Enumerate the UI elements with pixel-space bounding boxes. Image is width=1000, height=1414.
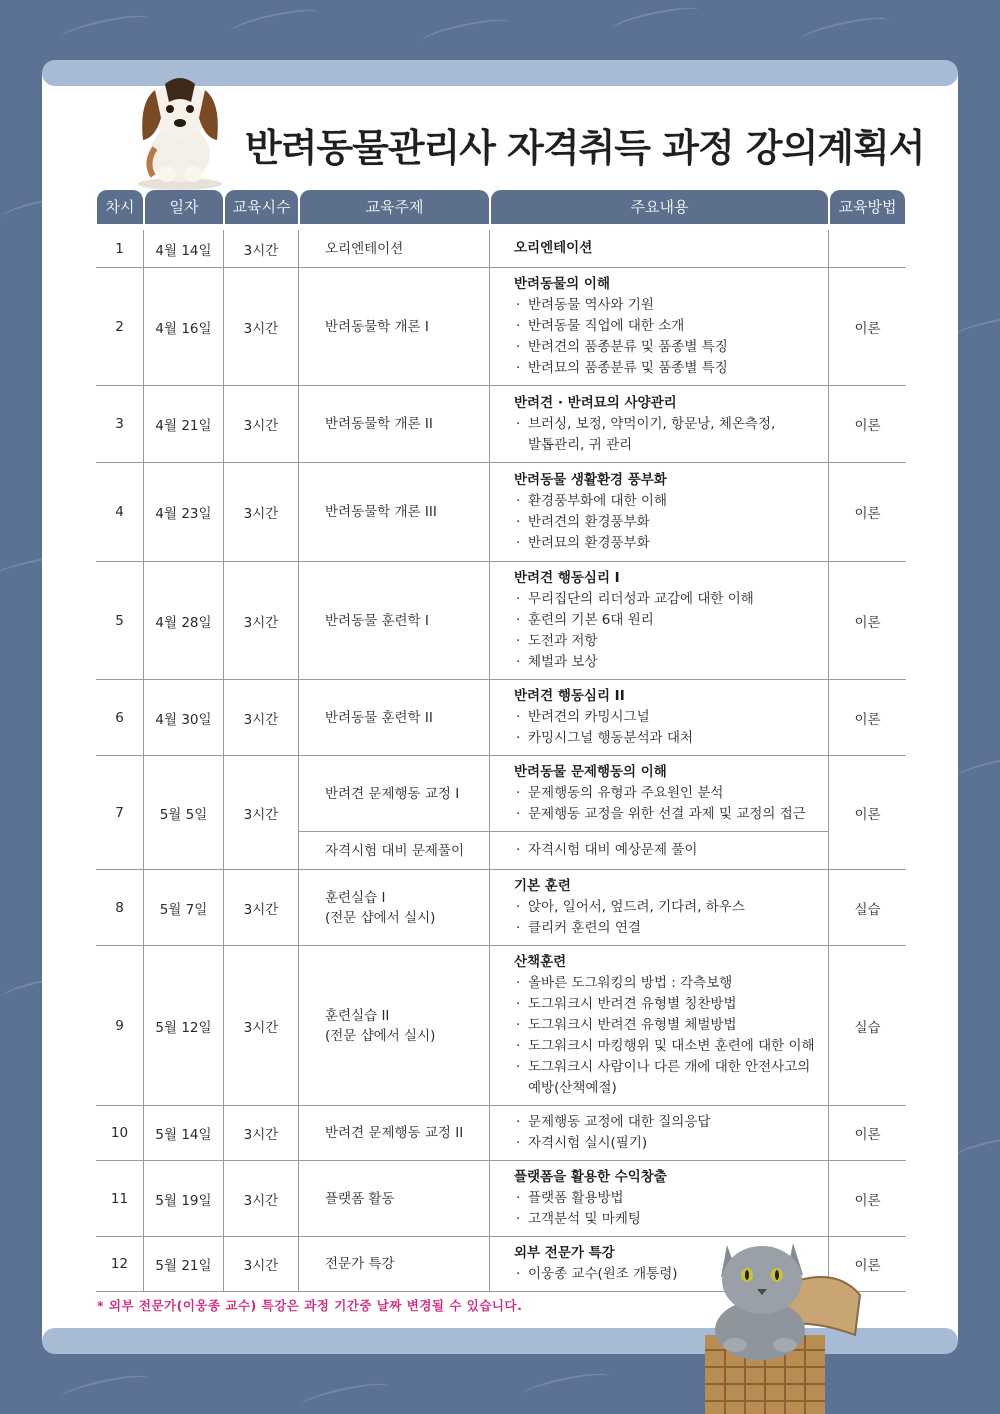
method-cell xyxy=(829,230,906,268)
method-cell: 실습 xyxy=(829,946,906,1106)
content-item-text: 앉아, 일어서, 엎드려, 기다려, 하우스 xyxy=(528,899,745,915)
method-cell: 이론 xyxy=(829,680,906,756)
hours-cell: 3시간 xyxy=(224,756,299,870)
content-item-text: 문제행동 교정에 대한 질의응답 xyxy=(528,1114,711,1130)
subject-text: 반려동물학 개론 III xyxy=(325,504,437,520)
content-heading: 기본 훈련 xyxy=(514,878,571,894)
bullet: · xyxy=(516,806,521,822)
content-item xyxy=(514,1112,828,1133)
content-item-text: 환경풍부화에 대한 이해 xyxy=(528,493,667,509)
subject-text: 반려견 문제행동 교정 II xyxy=(325,1125,464,1141)
bullet: · xyxy=(516,975,521,991)
header-session: 차시 xyxy=(97,190,143,224)
content-item-text: 도전과 저항 xyxy=(528,633,598,649)
subject-text-sub: (전문 샵에서 실시) xyxy=(325,909,436,926)
content-item-text: 자격시험 실시(필기) xyxy=(528,1135,648,1151)
content-item-text: 반려묘의 품종분류 및 품종별 특징 xyxy=(528,360,728,376)
page-title: 반려동물관리사 자격취득 과정 강의계획서 xyxy=(245,126,925,170)
subject-text: 반려동물학 개론 II xyxy=(325,416,433,432)
content-heading: 산책훈련 xyxy=(514,954,567,970)
method-cell: 이론 xyxy=(829,463,906,562)
table-row xyxy=(96,230,906,268)
content-item-text: 반려묘의 환경풍부화 xyxy=(528,535,650,551)
bullet: · xyxy=(516,730,521,746)
date-cell: 4월 21일 xyxy=(144,386,224,463)
bullet: · xyxy=(516,1038,521,1054)
content-item-text: 도그워크시 사람이나 다른 개에 대한 안전사고의 xyxy=(528,1059,811,1075)
content-item-text: 문제행동의 유형과 주요원인 분석 xyxy=(528,785,724,801)
content-heading: 반려동물 문제행동의 이해 xyxy=(514,764,667,780)
date-cell: 5월 19일 xyxy=(144,1161,224,1237)
method-cell: 이론 xyxy=(829,1106,906,1161)
content-item xyxy=(514,337,828,358)
table-row xyxy=(96,756,906,832)
subject-text: 반려동물 훈련학 I xyxy=(325,612,429,629)
subject-cell xyxy=(299,1237,490,1292)
content-item xyxy=(514,295,828,316)
bullet: · xyxy=(516,654,521,670)
content-item xyxy=(514,1057,828,1078)
hours-cell: 3시간 xyxy=(224,946,299,1106)
date-cell: 4월 16일 xyxy=(144,268,224,386)
date-cell: 4월 14일 xyxy=(144,230,224,268)
content-item-text: 고객분석 및 마케팅 xyxy=(528,1211,641,1227)
subject-cell xyxy=(299,230,490,268)
content-item xyxy=(514,918,828,939)
content-item xyxy=(514,631,828,652)
session-cell: 6 xyxy=(96,680,144,756)
content-cell xyxy=(490,386,829,463)
bullet: · xyxy=(516,318,521,334)
bullet: · xyxy=(516,1211,521,1227)
session-cell: 7 xyxy=(96,756,144,870)
subject-text: 훈련실습 II xyxy=(325,1007,390,1024)
bullet: · xyxy=(516,842,521,858)
session-cell: 12 xyxy=(96,1237,144,1292)
session-cell: 1 xyxy=(96,230,144,268)
bullet: · xyxy=(516,920,521,936)
content-item xyxy=(514,1133,828,1154)
table-row xyxy=(96,870,906,946)
content-cell xyxy=(490,230,829,268)
content-item-text: 반려견의 카밍시그널 xyxy=(528,709,650,725)
date-cell: 4월 23일 xyxy=(144,463,224,562)
content-heading: 반려동물의 이해 xyxy=(514,276,610,292)
hours-cell: 3시간 xyxy=(224,1161,299,1237)
content-item-text: 이웅종 교수(원조 개통령) xyxy=(528,1266,678,1282)
subject-text: 훈련실습 I xyxy=(325,889,386,906)
content-item-text: 반려견의 환경풍부화 xyxy=(528,514,650,530)
hours-cell: 3시간 xyxy=(224,268,299,386)
header-subject: 교육주제 xyxy=(300,190,489,224)
session-cell: 9 xyxy=(96,946,144,1106)
bullet: · xyxy=(516,709,521,725)
content-item xyxy=(514,897,828,918)
content-item xyxy=(514,316,828,337)
header-method: 교육방법 xyxy=(830,190,905,224)
bullet: · xyxy=(516,612,521,628)
content-item-text: 반려동물 역사와 기원 xyxy=(528,297,654,313)
table-row xyxy=(96,680,906,756)
content-item-continued xyxy=(514,435,828,456)
content-item-text: 자격시험 대비 예상문제 풀이 xyxy=(528,842,698,858)
header-hours: 교육시수 xyxy=(225,190,298,224)
subject-text: 반려견 문제행동 교정 I xyxy=(325,785,460,802)
date-cell: 5월 5일 xyxy=(144,756,224,870)
content-item xyxy=(514,994,828,1015)
bullet: · xyxy=(516,1059,521,1075)
date-cell: 4월 30일 xyxy=(144,680,224,756)
table-row xyxy=(96,386,906,463)
content-cell xyxy=(490,463,829,562)
subject-cell xyxy=(299,946,490,1106)
content-item xyxy=(514,973,828,994)
bullet: · xyxy=(516,360,521,376)
hours-cell: 3시간 xyxy=(224,680,299,756)
content-cell xyxy=(490,680,829,756)
content-item-text: 플랫폼 활용방법 xyxy=(528,1190,624,1206)
method-cell: 이론 xyxy=(829,386,906,463)
hours-cell: 3시간 xyxy=(224,230,299,268)
subject-cell xyxy=(299,756,490,832)
subject-text: 전문가 특강 xyxy=(325,1256,395,1272)
date-cell: 5월 21일 xyxy=(144,1237,224,1292)
subject-text: 플랫폼 활동 xyxy=(325,1190,395,1207)
subject-cell xyxy=(299,386,490,463)
content-item xyxy=(514,589,828,610)
content-item xyxy=(514,783,828,804)
session-cell: 10 xyxy=(96,1106,144,1161)
subject-cell xyxy=(299,870,490,946)
subject-text: 오리엔테이션 xyxy=(325,240,404,257)
method-cell: 이론 xyxy=(829,756,906,870)
table-row xyxy=(96,1106,906,1161)
content-cell xyxy=(490,946,829,1106)
method-cell: 실습 xyxy=(829,870,906,946)
subject-cell xyxy=(299,268,490,386)
subject-text: 자격시험 대비 문제풀이 xyxy=(325,842,464,859)
content-item-text: 문제행동 교정을 위한 선결 과제 및 교정의 접근 xyxy=(528,806,806,822)
header-content: 주요내용 xyxy=(491,190,828,224)
content-cell xyxy=(490,562,829,680)
hours-cell: 3시간 xyxy=(224,463,299,562)
bullet: · xyxy=(516,535,521,551)
date-cell: 5월 14일 xyxy=(144,1106,224,1161)
content-item-text: 반려견의 품종분류 및 품종별 특징 xyxy=(528,339,728,355)
content-cell xyxy=(490,1106,829,1161)
subject-cell xyxy=(299,1161,490,1237)
content-heading: 외부 전문가 특강 xyxy=(514,1245,615,1261)
content-heading: 반려견 행동심리 I xyxy=(514,570,620,586)
content-cell xyxy=(490,870,829,946)
content-cell xyxy=(490,832,829,870)
hours-cell: 3시간 xyxy=(224,562,299,680)
content-item xyxy=(514,652,828,673)
bullet: · xyxy=(516,1266,521,1282)
footnote: * 외부 전문가(이웅종 교수) 특강은 과정 기간중 날짜 변경될 수 있습니다. xyxy=(97,1298,523,1313)
subject-text: 반려동물 훈련학 II xyxy=(325,709,433,726)
bullet: · xyxy=(516,785,521,801)
subject-cell xyxy=(299,680,490,756)
bullet: · xyxy=(516,899,521,915)
content-item xyxy=(514,491,828,512)
lecture-plan-table xyxy=(96,190,906,1292)
subject-text-sub: (전문 샵에서 실시) xyxy=(325,1027,436,1044)
cat-in-basket-image xyxy=(665,1225,870,1414)
content-item xyxy=(514,610,828,631)
content-item-text: 무리집단의 리더성과 교감에 대한 이해 xyxy=(528,591,754,607)
session-cell: 2 xyxy=(96,268,144,386)
bullet: · xyxy=(516,996,521,1012)
content-item-text: 올바른 도그워킹의 방법 : 각측보행 xyxy=(528,975,733,991)
table-row xyxy=(96,562,906,680)
subject-cell xyxy=(299,562,490,680)
content-item-text: 브러싱, 보정, 약먹이기, 항문낭, 체온측정, xyxy=(528,415,776,432)
hours-cell: 3시간 xyxy=(224,1106,299,1161)
content-item xyxy=(514,1188,828,1209)
content-item-continued xyxy=(514,1078,828,1099)
bullet: · xyxy=(516,493,521,509)
subject-text: 반려동물학 개론 I xyxy=(325,318,429,335)
content-heading: 반려동물 생활환경 풍부화 xyxy=(514,472,667,488)
table-row xyxy=(96,946,906,1106)
bullet: · xyxy=(516,1190,521,1206)
content-item-text: 예방(산책예절) xyxy=(528,1080,617,1096)
content-heading: 오리엔테이션 xyxy=(514,240,593,256)
session-cell: 4 xyxy=(96,463,144,562)
bullet: · xyxy=(516,633,521,649)
puppy-image xyxy=(125,62,235,192)
subject-cell xyxy=(299,463,490,562)
content-heading: 반려견 · 반려묘의 사양관리 xyxy=(514,394,677,411)
hours-cell: 3시간 xyxy=(224,1237,299,1292)
table-row xyxy=(96,463,906,562)
content-item xyxy=(514,707,828,728)
hours-cell: 3시간 xyxy=(224,870,299,946)
content-item xyxy=(514,512,828,533)
method-cell: 이론 xyxy=(829,562,906,680)
method-cell: 이론 xyxy=(829,1237,906,1292)
content-item-text: 발톱관리, 귀 관리 xyxy=(528,436,633,453)
bullet: · xyxy=(516,339,521,355)
content-item-text: 훈련의 기본 6대 원리 xyxy=(528,612,654,628)
method-cell: 이론 xyxy=(829,268,906,386)
content-heading: 반려견 행동심리 II xyxy=(514,688,625,704)
content-item xyxy=(514,804,828,825)
bullet: · xyxy=(516,415,521,432)
session-cell: 5 xyxy=(96,562,144,680)
bullet: · xyxy=(516,1135,521,1151)
session-cell: 11 xyxy=(96,1161,144,1237)
date-cell: 4월 28일 xyxy=(144,562,224,680)
hours-cell: 3시간 xyxy=(224,386,299,463)
content-item-text: 체벌과 보상 xyxy=(528,654,598,670)
bullet: · xyxy=(516,1114,521,1130)
subject-cell xyxy=(299,832,490,870)
content-item xyxy=(514,533,828,554)
bullet: · xyxy=(516,514,521,530)
bullet: · xyxy=(516,1017,521,1033)
content-item-text: 반려동물 직업에 대한 소개 xyxy=(528,318,685,334)
table-header-row xyxy=(96,190,906,230)
date-cell: 5월 12일 xyxy=(144,946,224,1106)
content-heading: 플랫폼을 활용한 수익창출 xyxy=(514,1169,667,1185)
content-item-text: 카밍시그널 행동분석과 대처 xyxy=(528,730,694,746)
content-item-text: 도그워크시 반려견 유형별 체벌방법 xyxy=(528,1017,737,1033)
date-cell: 5월 7일 xyxy=(144,870,224,946)
content-item-text: 도그워크시 반려견 유형별 칭찬방법 xyxy=(528,996,737,1012)
table-row xyxy=(96,268,906,386)
content-cell xyxy=(490,756,829,832)
content-item xyxy=(514,1015,828,1036)
header-date: 일자 xyxy=(145,190,223,224)
session-cell: 3 xyxy=(96,386,144,463)
content-item xyxy=(514,358,828,379)
content-item xyxy=(514,728,828,749)
content-item-text: 클리커 훈련의 연결 xyxy=(528,920,641,936)
session-cell: 8 xyxy=(96,870,144,946)
content-cell xyxy=(490,268,829,386)
content-item xyxy=(514,414,828,435)
content-item xyxy=(514,1036,828,1057)
bullet: · xyxy=(516,591,521,607)
content-item xyxy=(514,840,828,861)
subject-cell xyxy=(299,1106,490,1161)
bullet: · xyxy=(516,297,521,313)
content-item-text: 도그워크시 마킹행위 및 대소변 훈련에 대한 이해 xyxy=(528,1038,815,1054)
method-cell: 이론 xyxy=(829,1161,906,1237)
